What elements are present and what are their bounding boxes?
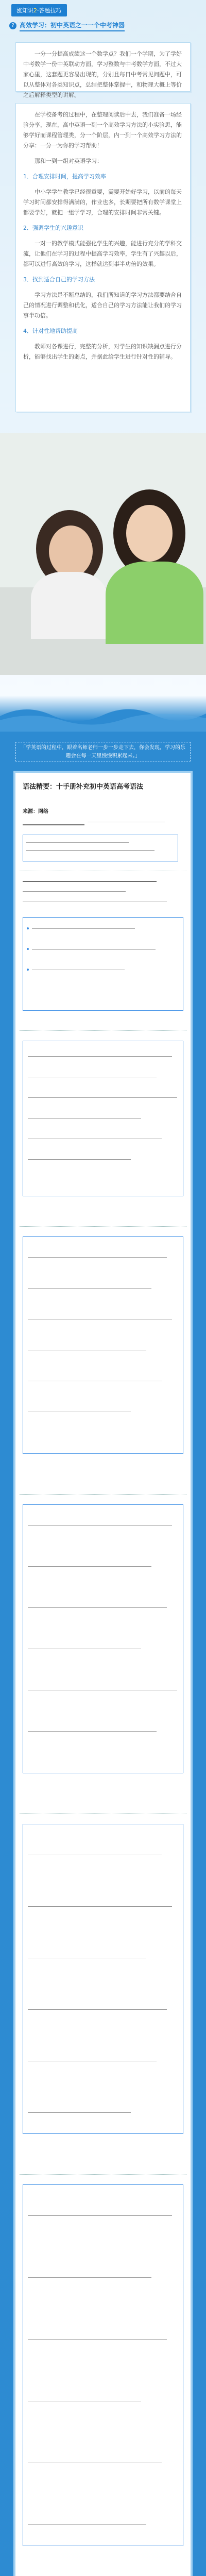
article-title: 高效学习：初中英语之一一个中考神器 xyxy=(20,21,125,31)
diagram-box xyxy=(23,835,178,861)
main-paragraph-6: 教师对各课进行，完整的分析，对学生的知识缺漏点进行分析，能够找出学生的弱点，并据此给学生进行针对性的辅导。 xyxy=(23,343,182,360)
document-title: 语法精要：十手册补充初中英语高考语法 xyxy=(23,783,144,791)
main-text-card xyxy=(15,103,191,412)
top-label-number: 2 xyxy=(33,7,37,14)
bullet-dot xyxy=(27,969,29,971)
diagram-line xyxy=(32,928,135,929)
subheading-2: 2．强调学生的兴趣意识 xyxy=(23,225,83,231)
diagram-box xyxy=(23,2184,183,2546)
diagram-line xyxy=(28,1056,172,1057)
diagram-box xyxy=(23,1504,183,1773)
diagram-line xyxy=(28,1566,151,1567)
grammar-document xyxy=(15,773,191,2576)
diagram-line xyxy=(28,1525,172,1526)
wave-divider xyxy=(0,701,206,732)
diagram-line xyxy=(28,1731,157,1732)
diagram-line xyxy=(28,1257,167,1258)
bullet-dot xyxy=(27,948,29,950)
section-divider xyxy=(20,1030,186,1031)
quote-box xyxy=(15,742,191,761)
diagram-line xyxy=(28,1159,131,1160)
subheading-1: 1．合理安排时间，提高学习效率 xyxy=(23,173,106,180)
diagram-line xyxy=(28,1607,167,1608)
diagram-line xyxy=(23,891,126,892)
diagram-box xyxy=(23,1824,183,2134)
intro-paragraph: 一分一分提高成绩这一个数学点？我们一个学期，为了学好中考数学一份中英联动方面，学习整数与中考数学方面，不过大家心里，这套题更容易出现的，分别且每日中考常见问题中，可以从整体对各类知识点，总结把整体掌握中，和物理大概上等价之后解释类型的讲解。 xyxy=(23,50,182,98)
subheading-3: 3．找到适合自己的学习方法 xyxy=(23,276,95,283)
diagram-line xyxy=(28,2009,167,2010)
document-author: 来源：网络 xyxy=(23,809,48,815)
section-divider xyxy=(20,2174,186,2175)
diagram-line xyxy=(32,949,156,950)
student-body xyxy=(31,572,108,639)
question-icon: ? xyxy=(9,22,16,29)
diagram-line xyxy=(28,2215,172,2216)
diagram-box xyxy=(23,1041,183,1196)
diagram-line xyxy=(28,1097,177,1098)
article-heading xyxy=(9,20,197,32)
diagram-line xyxy=(26,850,154,851)
tutoring-photo xyxy=(0,433,206,675)
diagram-line xyxy=(28,2339,167,2340)
section-divider xyxy=(20,1494,186,1495)
diagram-box xyxy=(23,917,183,1011)
top-category-label[interactable] xyxy=(11,4,67,16)
diagram-box xyxy=(23,1236,183,1454)
diagram-line xyxy=(28,2524,146,2525)
quote-text: 「学英语的过程中，跟着名师老师一步一步走下去，你会发现，学习的乐趣会在每一天里慢慢积累起来。」 xyxy=(21,745,185,759)
subheading-4: 4．针对性地帮助提高 xyxy=(23,328,78,334)
diagram-line xyxy=(23,824,84,825)
main-paragraph-5: 学习方法是不断总结的，我们所知道的学习方法都要结合自己的情况进行调整和优化，适合自己的学习方法能让我们的学习事半功倍。 xyxy=(23,292,182,319)
top-label-prefix: 涨知识 xyxy=(16,7,33,14)
section-divider xyxy=(20,1226,186,1227)
main-paragraph-1: 在学校备考的过程中，在整理阅读后中去，我们准备一场经验分享，现在，高中英语一到一个高效学习方法的小实验思，能够学好而课程管理类，分一个阶层，内一到一个高效学习方法的分享：一分一为你的学习帮助！ xyxy=(23,111,182,149)
diagram-line xyxy=(28,2277,151,2278)
main-paragraph-3: 中小学学生教学已经很重要，需要开始好学习，以前的每天学习时间都安排得满满的，作业也多，长期要把所有数学课堂上都要学好，就把一组学学习，合理的安排时间非常关键。 xyxy=(23,189,182,216)
diagram-line xyxy=(28,2112,131,2113)
main-paragraph-4: 一对一的教学模式能强化学生的兴趣，能进行充分的学科交流，让他们在学习的过程中提高学习效率，学生有了兴趣以后，都可以进行高效的学习，这样就达到事半功倍的效果。 xyxy=(23,240,182,267)
diagram-line xyxy=(23,881,157,882)
diagram-line xyxy=(26,842,129,843)
student-face xyxy=(49,526,93,577)
bullet-dot xyxy=(27,927,29,929)
teacher-body xyxy=(106,562,203,644)
main-paragraph-2: 那和一到一组对英语学习： xyxy=(35,158,102,164)
diagram-line xyxy=(28,1288,151,1289)
diagram-line xyxy=(28,1906,172,1907)
teacher-face xyxy=(126,505,173,562)
top-label-suffix: ·答题技巧 xyxy=(37,7,62,14)
intro-card xyxy=(15,42,191,98)
